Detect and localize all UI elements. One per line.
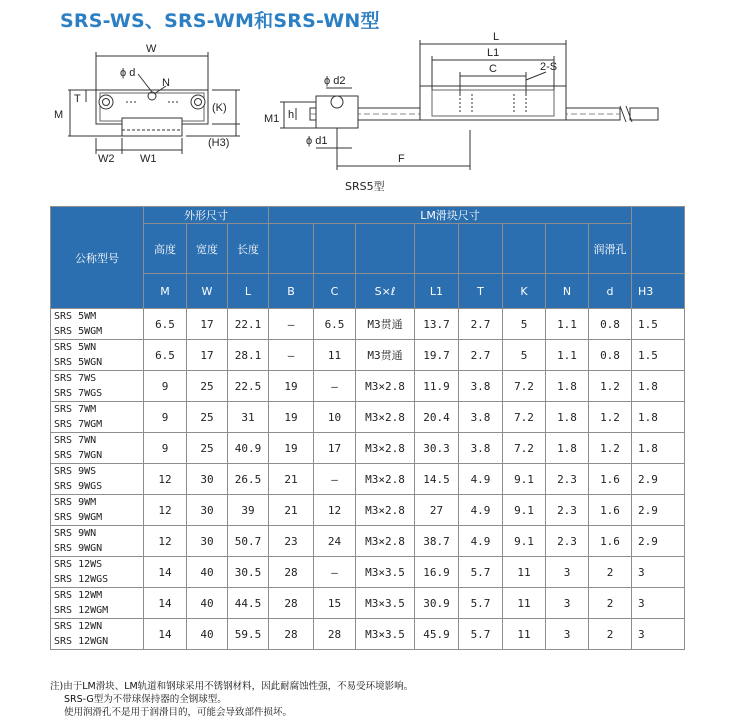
cell-t: 4.9 — [459, 526, 503, 557]
cell-c: 10 — [314, 402, 356, 433]
header-lube-hole: 润滑孔 — [589, 224, 632, 274]
cell-c: 6.5 — [314, 309, 356, 340]
model-name-cell — [51, 371, 144, 402]
header-blank — [356, 224, 415, 274]
model-name: SRS 9WN — [54, 528, 97, 539]
cell-k: 7.2 — [503, 371, 546, 402]
cell-m: 6.5 — [144, 309, 187, 340]
cell-b: 28 — [269, 557, 314, 588]
cell-b: 28 — [269, 619, 314, 650]
cell-k: 9.1 — [503, 526, 546, 557]
header-length: 长度 — [228, 224, 269, 274]
table-row — [51, 495, 685, 526]
cell-t: 3.8 — [459, 433, 503, 464]
model-name-cell — [51, 340, 144, 371]
model-name: SRS 12WN — [54, 621, 103, 632]
cell-l1: 16.9 — [415, 557, 459, 588]
cell-l: 40.9 — [228, 433, 269, 464]
cell-l1: 14.5 — [415, 464, 459, 495]
cell-b: 28 — [269, 588, 314, 619]
cell-m: 6.5 — [144, 340, 187, 371]
label-phi-d1: ϕ d1 — [306, 135, 328, 147]
symbol-B: B — [269, 274, 314, 309]
cell-n: 1.8 — [546, 371, 589, 402]
cell-t: 4.9 — [459, 495, 503, 526]
cell-w: 40 — [187, 588, 228, 619]
cell-k: 5 — [503, 340, 546, 371]
model-name: SRS 9WM — [54, 497, 97, 508]
cell-w: 30 — [187, 495, 228, 526]
cell-l: 26.5 — [228, 464, 269, 495]
symbol-T: T — [459, 274, 503, 309]
cell-l: 50.7 — [228, 526, 269, 557]
cell-k: 7.2 — [503, 433, 546, 464]
cell-l1: 30.3 — [415, 433, 459, 464]
page-title: SRS-WS、SRS-WM和SRS-WN型 — [60, 10, 380, 32]
cell-l1: 27 — [415, 495, 459, 526]
model-name-cell — [51, 402, 144, 433]
cell-s: M3×3.5 — [356, 588, 415, 619]
table-row — [51, 464, 685, 495]
cell-t: 4.9 — [459, 464, 503, 495]
table-row — [51, 557, 685, 588]
cell-w: 30 — [187, 526, 228, 557]
cell-s: M3×2.8 — [356, 464, 415, 495]
table-row — [51, 619, 685, 650]
table-row — [51, 526, 685, 557]
cell-l: 44.5 — [228, 588, 269, 619]
label-H3: (H3) — [208, 137, 230, 149]
cell-b: 23 — [269, 526, 314, 557]
symbol-K: K — [503, 274, 546, 309]
symbol-C: C — [314, 274, 356, 309]
table-row — [51, 402, 685, 433]
label-phi-d2: ϕ d2 — [324, 75, 346, 87]
cell-s: M3贯通 — [356, 309, 415, 340]
cell-d: 1.2 — [589, 402, 632, 433]
cell-d: 1.2 — [589, 433, 632, 464]
cell-s: M3×3.5 — [356, 619, 415, 650]
cell-l: 59.5 — [228, 619, 269, 650]
cell-h3: 1.8 — [632, 402, 685, 433]
cell-h3: 3 — [632, 588, 685, 619]
table-row — [51, 433, 685, 464]
symbol-L1: L1 — [415, 274, 459, 309]
cell-t: 3.8 — [459, 371, 503, 402]
footnotes — [50, 680, 413, 719]
cell-t: 5.7 — [459, 557, 503, 588]
cell-b: 21 — [269, 464, 314, 495]
cell-w: 17 — [187, 309, 228, 340]
model-name-g: SRS 9WGM — [54, 512, 103, 523]
table-row — [51, 340, 685, 371]
model-name-g: SRS 7WGN — [54, 450, 103, 461]
cell-b: — — [269, 340, 314, 371]
cell-t: 2.7 — [459, 309, 503, 340]
cell-c: 11 — [314, 340, 356, 371]
cell-l1: 20.4 — [415, 402, 459, 433]
cell-h3: 1.8 — [632, 371, 685, 402]
cell-c: 17 — [314, 433, 356, 464]
cell-h3: 2.9 — [632, 464, 685, 495]
cell-w: 30 — [187, 464, 228, 495]
cell-m: 9 — [144, 433, 187, 464]
label-L: L — [493, 31, 500, 43]
model-name-g: SRS 5WGM — [54, 326, 103, 337]
header-width: 宽度 — [187, 224, 228, 274]
cell-n: 2.3 — [546, 495, 589, 526]
cell-t: 5.7 — [459, 588, 503, 619]
cell-k: 5 — [503, 309, 546, 340]
label-phi-d: ϕ d — [120, 67, 136, 79]
cell-k: 9.1 — [503, 495, 546, 526]
cell-n: 2.3 — [546, 464, 589, 495]
cell-k: 11 — [503, 557, 546, 588]
table-row — [51, 309, 685, 340]
cell-k: 9.1 — [503, 464, 546, 495]
header-height: 高度 — [144, 224, 187, 274]
cell-w: 17 — [187, 340, 228, 371]
model-name-cell — [51, 464, 144, 495]
model-name-cell — [51, 557, 144, 588]
cell-d: 0.8 — [589, 309, 632, 340]
cell-l1: 45.9 — [415, 619, 459, 650]
cell-n: 2.3 — [546, 526, 589, 557]
footnote: 使用润滑孔不是用于润滑目的，可能会导致部件损坏。 — [64, 707, 293, 718]
cell-l: 31 — [228, 402, 269, 433]
cell-n: 3 — [546, 619, 589, 650]
symbol-L: L — [228, 274, 269, 309]
cell-w: 25 — [187, 402, 228, 433]
header-blank — [415, 224, 459, 274]
header-blank — [503, 224, 546, 274]
symbol-S: S×ℓ — [356, 274, 415, 309]
header-blank — [546, 224, 589, 274]
label-W1: W1 — [140, 153, 157, 165]
label-N: N — [162, 77, 170, 89]
label-W2: W2 — [98, 153, 115, 165]
model-name: SRS 7WS — [54, 373, 97, 384]
spec-table — [50, 206, 685, 650]
model-name-g: SRS 12WGS — [54, 574, 109, 585]
cell-b: 19 — [269, 371, 314, 402]
symbol-N: N — [546, 274, 589, 309]
cell-t: 3.8 — [459, 402, 503, 433]
cell-d: 2 — [589, 619, 632, 650]
label-L1: L1 — [487, 47, 500, 59]
cell-d: 2 — [589, 557, 632, 588]
cell-c: — — [314, 557, 356, 588]
header-blank — [314, 224, 356, 274]
label-F: F — [398, 153, 405, 165]
model-name: SRS 7WM — [54, 404, 97, 415]
model-name-g: SRS 12WGM — [54, 605, 109, 616]
model-name-cell — [51, 588, 144, 619]
table-row — [51, 588, 685, 619]
cell-l1: 30.9 — [415, 588, 459, 619]
cell-h3: 3 — [632, 619, 685, 650]
symbol-W: W — [187, 274, 228, 309]
symbol-d: d — [589, 274, 632, 309]
cell-d: 0.8 — [589, 340, 632, 371]
cell-t: 5.7 — [459, 619, 503, 650]
model-name: SRS 5WM — [54, 311, 97, 322]
cell-h3: 1.5 — [632, 340, 685, 371]
cell-d: 1.6 — [589, 464, 632, 495]
cell-c: 12 — [314, 495, 356, 526]
cell-n: 1.8 — [546, 402, 589, 433]
cell-l1: 19.7 — [415, 340, 459, 371]
cell-h3: 1.8 — [632, 433, 685, 464]
cell-w: 25 — [187, 433, 228, 464]
label-2-S: 2-S — [540, 61, 558, 73]
cell-t: 2.7 — [459, 340, 503, 371]
cell-k: 11 — [503, 619, 546, 650]
cell-d: 2 — [589, 588, 632, 619]
cell-m: 14 — [144, 619, 187, 650]
cell-s: M3×2.8 — [356, 402, 415, 433]
cell-l: 30.5 — [228, 557, 269, 588]
cell-b: 19 — [269, 433, 314, 464]
model-name-g: SRS 12WGN — [54, 636, 109, 647]
label-M: M — [54, 109, 64, 121]
table-row — [51, 371, 685, 402]
label-K: (K) — [212, 102, 227, 114]
cell-b: 21 — [269, 495, 314, 526]
cell-m: 14 — [144, 588, 187, 619]
cell-d: 1.6 — [589, 495, 632, 526]
cell-l1: 38.7 — [415, 526, 459, 557]
model-name-cell — [51, 309, 144, 340]
model-name-g: SRS 7WGS — [54, 388, 103, 399]
cell-w: 40 — [187, 557, 228, 588]
cell-h3: 2.9 — [632, 495, 685, 526]
footnote: SRS-G型为不带球保持器的全钢球型。 — [64, 694, 227, 705]
cell-k: 11 — [503, 588, 546, 619]
cell-l: 39 — [228, 495, 269, 526]
cell-s: M3×2.8 — [356, 526, 415, 557]
cell-n: 3 — [546, 588, 589, 619]
cell-m: 9 — [144, 371, 187, 402]
label-W: W — [146, 43, 157, 55]
cell-d: 1.2 — [589, 371, 632, 402]
model-name: SRS 5WN — [54, 342, 97, 353]
footnote: 注)由于LM滑块、LM轨道和钢球采用不锈钢材料，因此耐腐蚀性强，不易受环境影响。 — [50, 681, 414, 692]
label-M1: M1 — [264, 113, 280, 125]
cell-l1: 13.7 — [415, 309, 459, 340]
cell-s: M3×2.8 — [356, 433, 415, 464]
cell-l1: 11.9 — [415, 371, 459, 402]
model-name-g: SRS 9WGS — [54, 481, 103, 492]
cell-l: 28.1 — [228, 340, 269, 371]
cell-c: 15 — [314, 588, 356, 619]
model-name-cell — [51, 495, 144, 526]
model-name: SRS 9WS — [54, 466, 97, 477]
cell-m: 12 — [144, 495, 187, 526]
cell-m: 12 — [144, 464, 187, 495]
label-C: C — [489, 63, 497, 75]
model-name-cell — [51, 619, 144, 650]
side-view — [280, 40, 658, 170]
header-block-dims: LM滑块尺寸 — [269, 207, 632, 224]
cell-w: 25 — [187, 371, 228, 402]
cell-d: 1.6 — [589, 526, 632, 557]
header-h3-blank — [632, 207, 685, 274]
model-name-cell — [51, 433, 144, 464]
symbol-H3: H3 — [632, 274, 685, 309]
model-name-cell — [51, 526, 144, 557]
header-blank — [459, 224, 503, 274]
cell-n: 1.1 — [546, 340, 589, 371]
model-name: SRS 12WM — [54, 590, 103, 601]
header-blank — [269, 224, 314, 274]
cell-l: 22.1 — [228, 309, 269, 340]
cell-c: 24 — [314, 526, 356, 557]
model-name-g: SRS 9WGN — [54, 543, 103, 554]
cell-b: — — [269, 309, 314, 340]
cell-c: — — [314, 464, 356, 495]
label-T: T — [74, 93, 81, 105]
table-body — [51, 309, 685, 650]
cell-n: 1.1 — [546, 309, 589, 340]
cell-m: 14 — [144, 557, 187, 588]
cell-m: 9 — [144, 402, 187, 433]
cell-w: 40 — [187, 619, 228, 650]
cell-k: 7.2 — [503, 402, 546, 433]
cell-l: 22.5 — [228, 371, 269, 402]
model-name-g: SRS 5WGN — [54, 357, 103, 368]
cell-c: 28 — [314, 619, 356, 650]
drawing-caption: SRS5型 — [345, 180, 385, 193]
model-name: SRS 7WN — [54, 435, 97, 446]
cell-h3: 2.9 — [632, 526, 685, 557]
cell-n: 1.8 — [546, 433, 589, 464]
cell-n: 3 — [546, 557, 589, 588]
model-name-g: SRS 7WGM — [54, 419, 103, 430]
label-h: h — [288, 109, 295, 121]
header-model: 公称型号 — [51, 207, 144, 309]
cell-h3: 3 — [632, 557, 685, 588]
header-outer-dims: 外形尺寸 — [144, 207, 269, 224]
cell-s: M3×3.5 — [356, 557, 415, 588]
cell-c: — — [314, 371, 356, 402]
cell-h3: 1.5 — [632, 309, 685, 340]
dimension-drawing — [40, 30, 660, 200]
cell-b: 19 — [269, 402, 314, 433]
cell-m: 12 — [144, 526, 187, 557]
symbol-M: M — [144, 274, 187, 309]
cell-s: M3×2.8 — [356, 495, 415, 526]
model-name: SRS 12WS — [54, 559, 103, 570]
cell-s: M3贯通 — [356, 340, 415, 371]
cell-s: M3×2.8 — [356, 371, 415, 402]
